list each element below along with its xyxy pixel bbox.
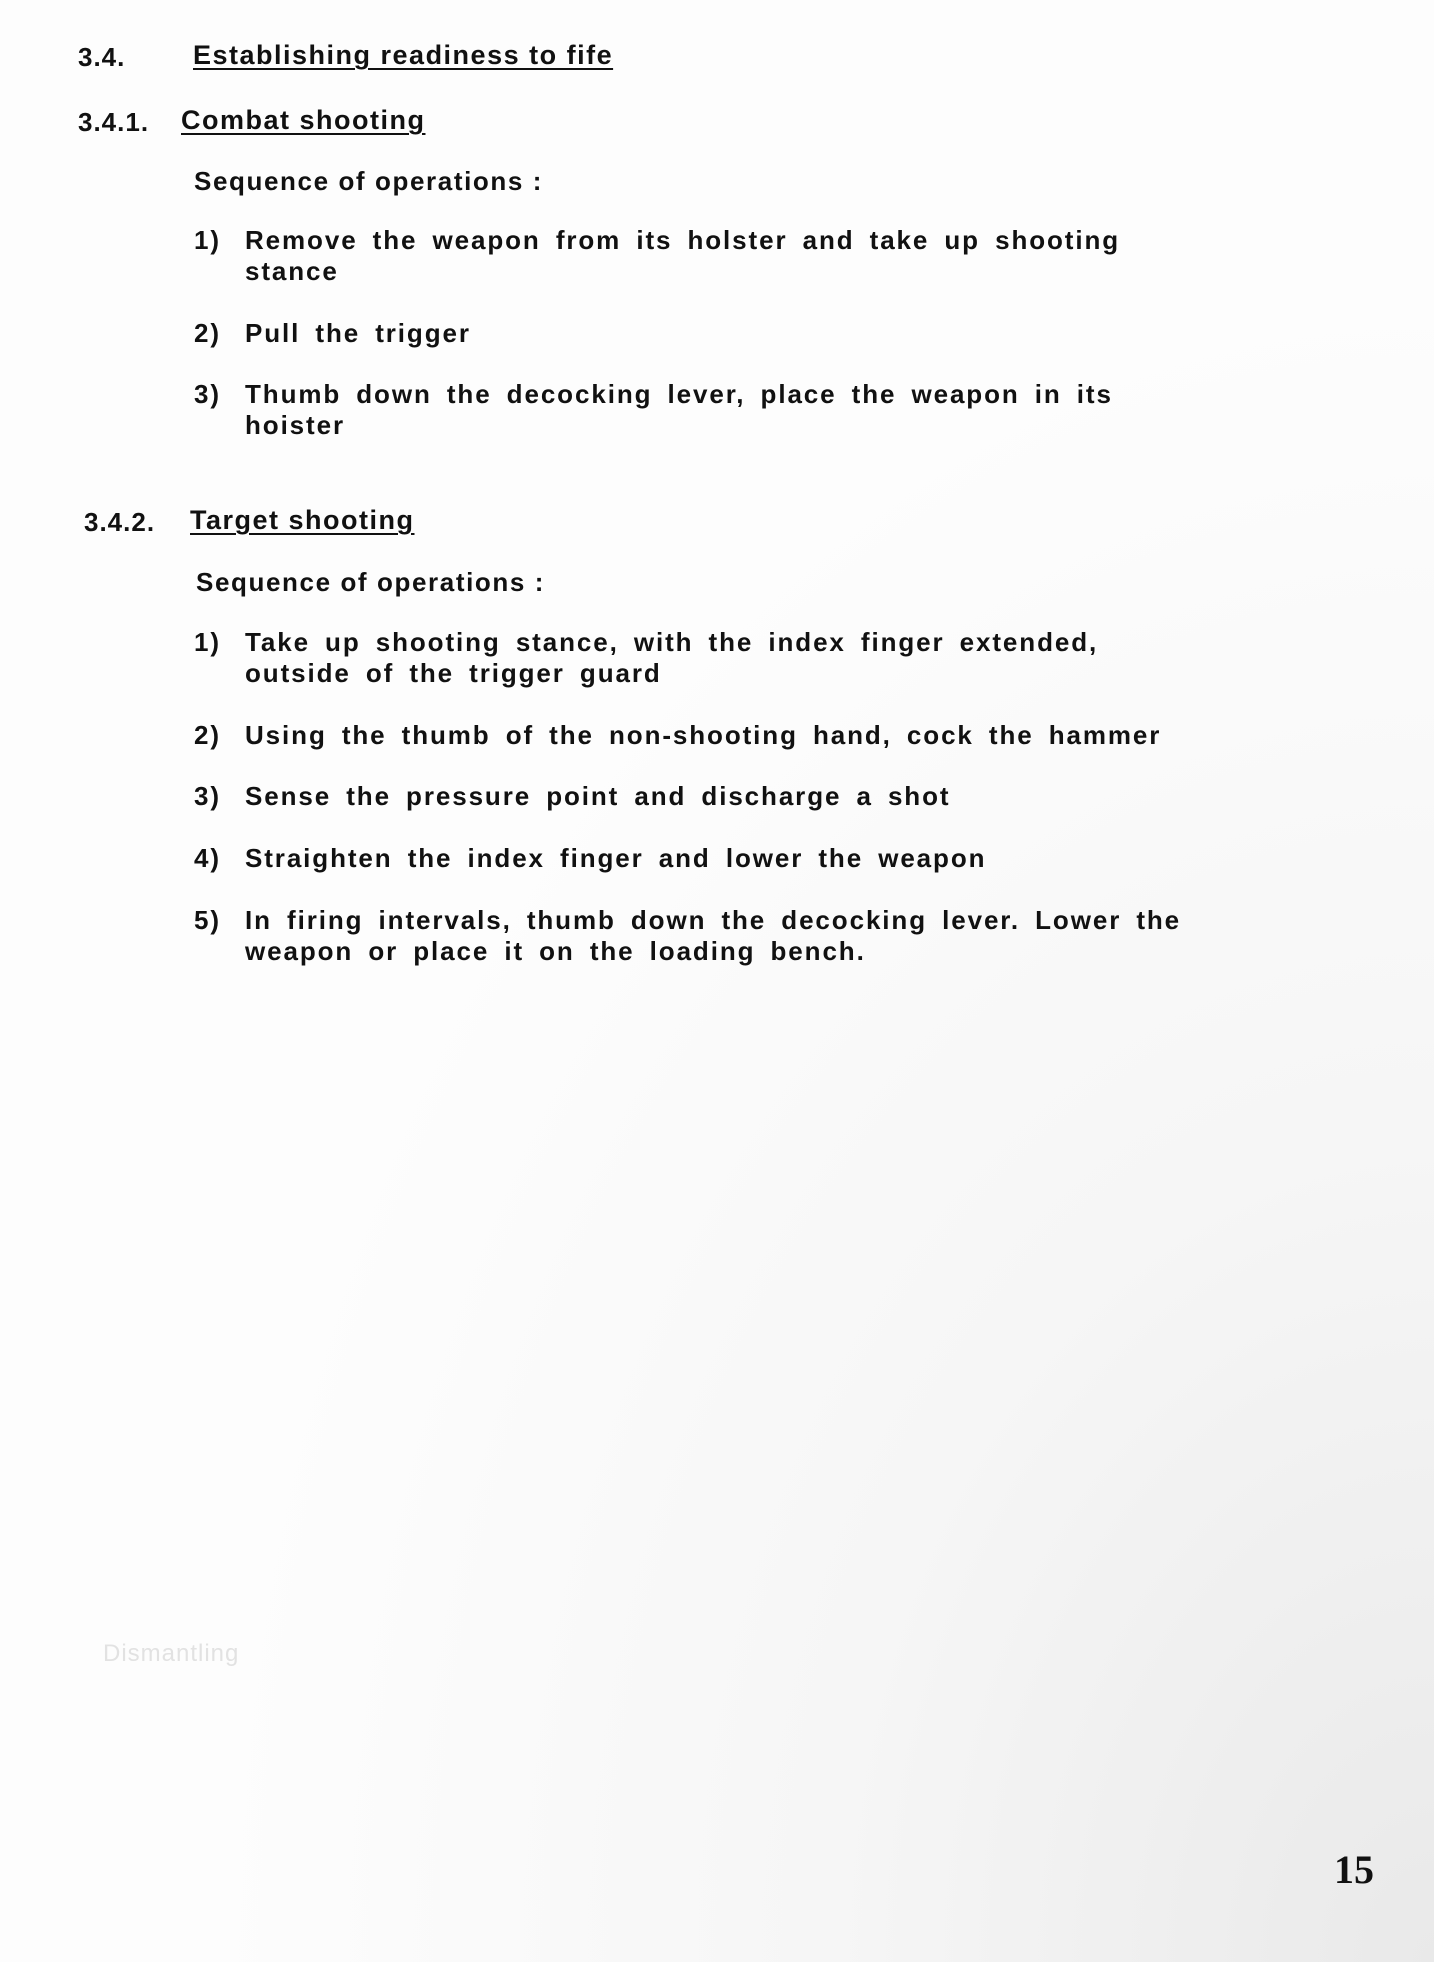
subsection-title: Combat shooting bbox=[181, 105, 426, 135]
step-number: 1) bbox=[194, 225, 221, 255]
step-text: Pull the trigger bbox=[245, 318, 471, 348]
subsection-title: Target shooting bbox=[190, 505, 415, 535]
step-number: 5) bbox=[194, 905, 221, 935]
list-item bbox=[194, 379, 1214, 441]
step-number: 2) bbox=[194, 318, 221, 348]
page-number: 15 bbox=[1334, 1847, 1374, 1892]
step-text: In firing intervals, thumb down the decocking lever. Lower the weapon or place it on the loading bench. bbox=[245, 905, 1182, 966]
list-item bbox=[194, 905, 1214, 967]
step-number: 2) bbox=[194, 720, 221, 750]
sequence-label: Sequence of operations : bbox=[196, 567, 546, 597]
section-title: Establishing readiness to fife bbox=[193, 40, 614, 70]
section-number: 3.4. bbox=[78, 42, 126, 72]
list-item bbox=[194, 843, 1214, 874]
step-text: Straighten the index finger and lower the weapon bbox=[245, 843, 987, 873]
step-number: 1) bbox=[194, 627, 221, 657]
step-number: 3) bbox=[194, 379, 221, 409]
subsection-number: 3.4.1. bbox=[78, 107, 150, 137]
list-item bbox=[194, 225, 1214, 287]
step-text: Thumb down the decocking lever, place the weapon in its hoister bbox=[245, 379, 1113, 440]
list-item bbox=[194, 720, 1214, 751]
step-text: Sense the pressure point and discharge a shot bbox=[245, 781, 951, 811]
subsection-number: 3.4.2. bbox=[84, 507, 156, 537]
step-text: Take up shooting stance, with the index finger extended, outside of the trigger guard bbox=[245, 627, 1099, 688]
step-number: 3) bbox=[194, 781, 221, 811]
list-item bbox=[194, 627, 1214, 689]
ghost-text: Dismantling bbox=[103, 1640, 240, 1667]
step-text: Using the thumb of the non-shooting hand, cock the hammer bbox=[245, 720, 1162, 750]
list-item bbox=[194, 318, 1214, 349]
sequence-label: Sequence of operations : bbox=[194, 166, 544, 196]
step-number: 4) bbox=[194, 843, 221, 873]
list-item bbox=[194, 781, 1214, 812]
step-text: Remove the weapon from its holster and take up shooting stance bbox=[245, 225, 1121, 286]
